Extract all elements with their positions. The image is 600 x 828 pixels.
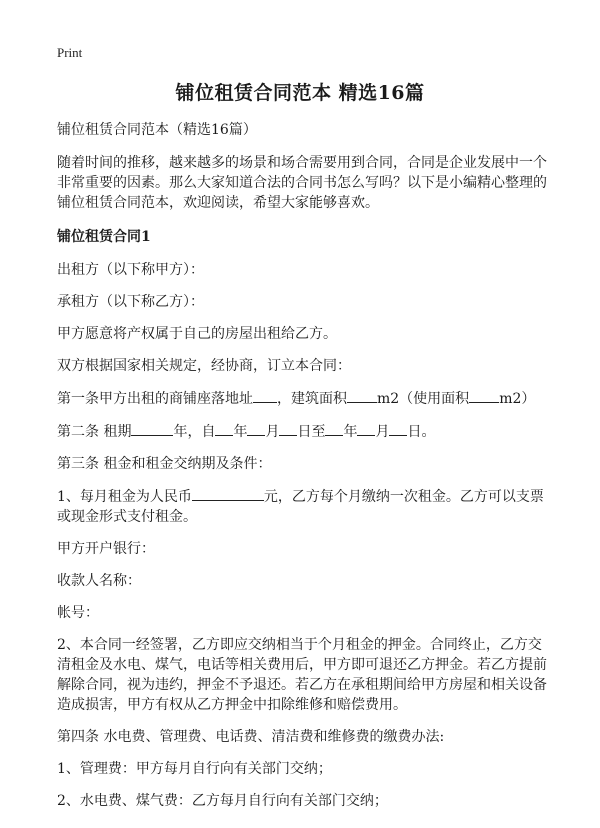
payee-line: 收款人名称： [57, 573, 141, 589]
account-line: 帐号： [57, 605, 99, 621]
willing-clause: 甲方愿意将产权属于自己的房屋出租给乙方。 [57, 326, 337, 342]
lessee-line: 承租方（以下称乙方）： [57, 294, 204, 310]
document-subtitle: 铺位租赁合同范本（精选16篇） [57, 122, 257, 138]
intro-paragraph: 随着时间的推移，越来越多的场景和场合需要用到合同，合同是企业发展中一个非常重要的因素。那么大家知道合法的合同书怎么写吗？以下是小编精心整理的铺位租赁合同范本，欢迎阅读，希望大家能够喜欢。 [57, 155, 547, 211]
term-years-blank [131, 421, 173, 436]
document-body [57, 120, 552, 823]
start-year-blank [215, 421, 233, 436]
area-blank [347, 388, 377, 403]
rent-amount-blank [192, 486, 264, 501]
end-day-blank [389, 421, 407, 436]
rent-clause: 1、每月租金为人民币 元，乙方每个月缴纳一次租金。乙方可以支票或现金形式支付租金。 [57, 486, 552, 527]
start-day-blank [279, 421, 297, 436]
article-2: 第二条 租期 年，自 年 月 日至 年 月 日。 [57, 421, 552, 442]
page-title: 铺位租赁合同范本 精选16篇 [175, 82, 425, 104]
start-month-blank [247, 421, 265, 436]
deposit-clause: 2、本合同一经签署，乙方即应交纳相当于个月租金的押金。合同终止，乙方交清租金及水电、煤气，电话等相关费用后，甲方即可退还乙方押金。若乙方提前解除合同，视为违约，押金不予退还。若乙方在承租期间给甲方房屋和相关设备造成损害，甲方有权从乙方押金中扣除维修和赔偿费用。 [57, 637, 547, 713]
bank-line: 甲方开户银行： [57, 541, 155, 557]
end-month-blank [357, 421, 375, 436]
article-1: 第一条甲方出租的商铺座落地址 ，建筑面积 m2（使用面积 m2） [57, 388, 552, 409]
fee-item-2: 2、水电费、煤气费：乙方每月自行向有关部门交纳； [57, 793, 388, 809]
section-heading: 铺位租赁合同1 [57, 229, 151, 245]
address-blank [253, 388, 277, 403]
article-4: 第四条 水电费、管理费、电话费、清洁费和维修费的缴费办法: [57, 729, 445, 745]
print-link[interactable]: Print [57, 45, 83, 60]
agreement-clause: 双方根据国家相关规定，经协商，订立本合同： [57, 358, 351, 374]
lessor-line: 出租方（以下称甲方）： [57, 262, 204, 278]
end-year-blank [325, 421, 343, 436]
fee-item-1: 1、管理费：甲方每月自行向有关部门交纳； [57, 761, 332, 777]
usable-area-blank [469, 388, 499, 403]
article-3: 第三条 租金和租金交纳期及条件： [57, 456, 272, 472]
